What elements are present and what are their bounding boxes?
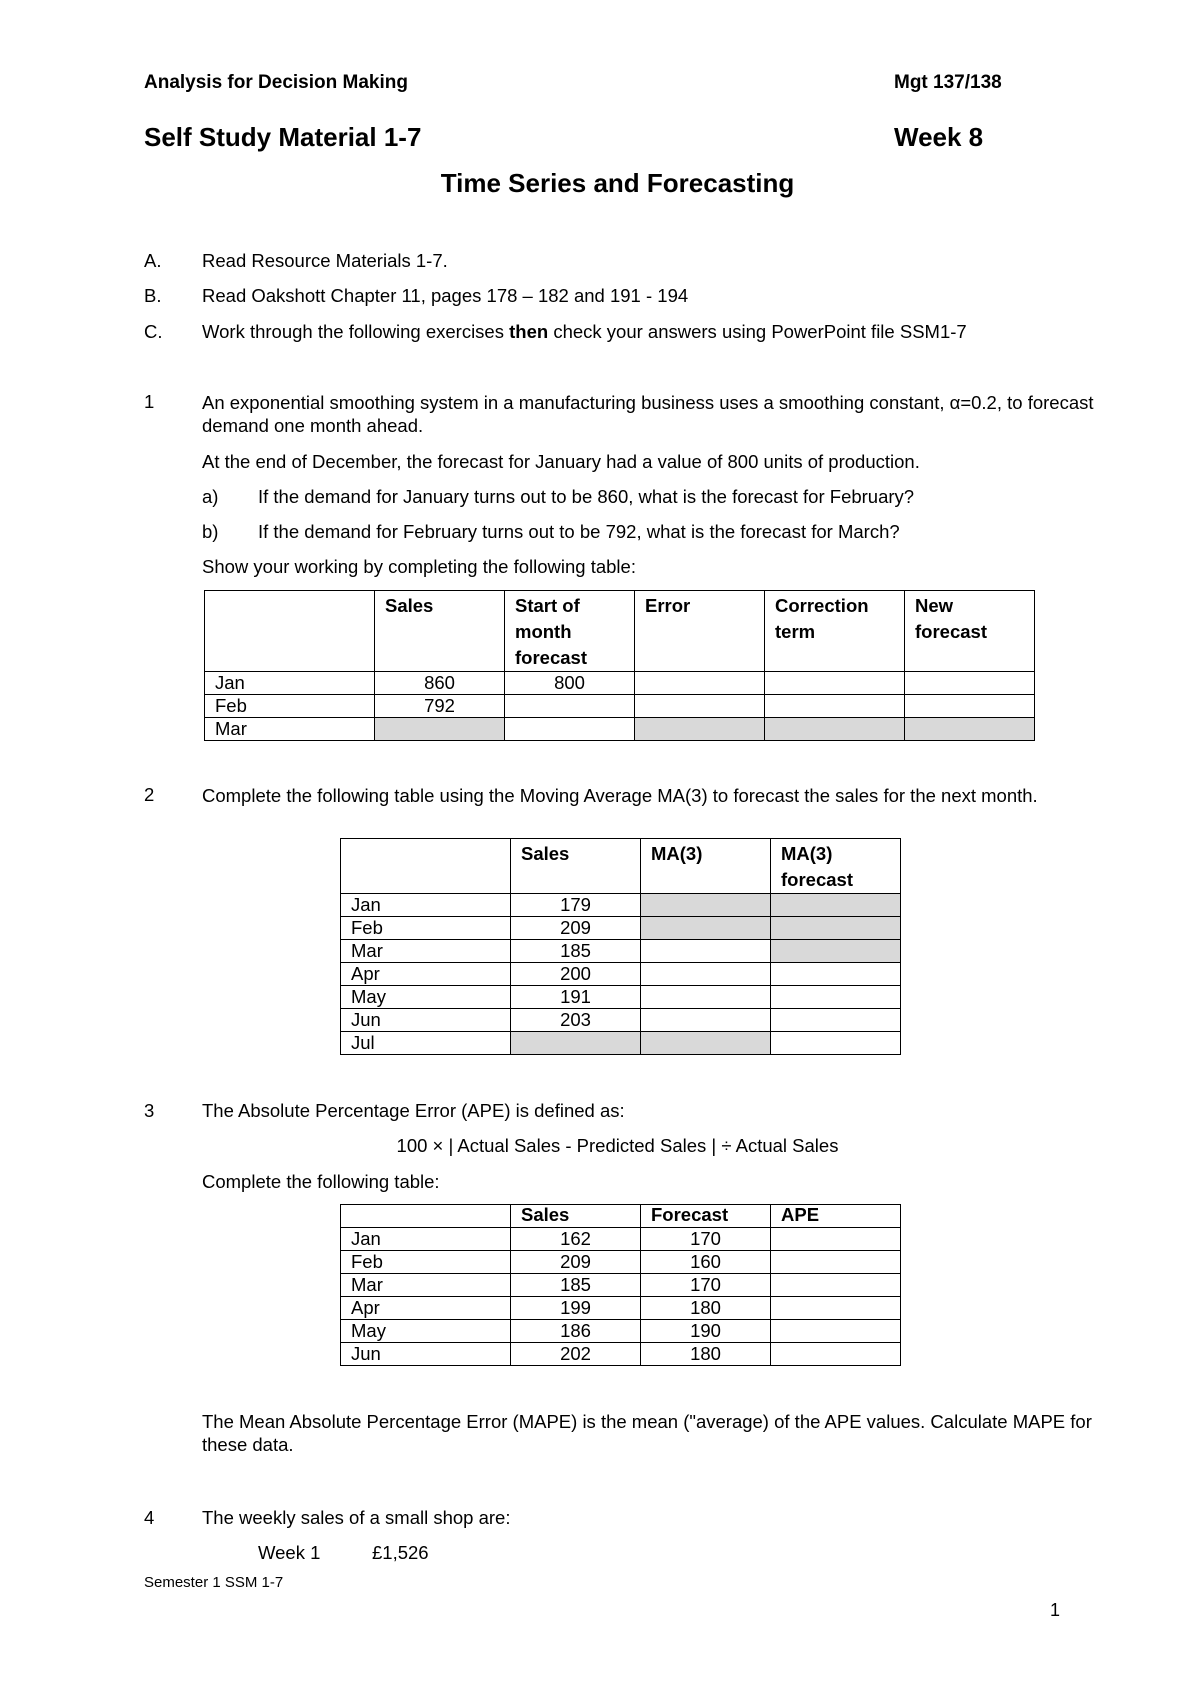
q3-table [340, 1204, 901, 1366]
correction-cell [765, 695, 905, 718]
instruction-a-marker: A. [144, 250, 162, 271]
forecast-cell: 190 [641, 1320, 771, 1343]
sales-cell: 209 [511, 1251, 641, 1274]
forecast-cell: 170 [641, 1228, 771, 1251]
header-forecast: Forecast [641, 1205, 771, 1228]
ape-formula: 100 × | Actual Sales - Predicted Sales | ÷ Actual Sales [396, 1135, 839, 1156]
page-title: Time Series and Forecasting [440, 168, 795, 198]
month-cell: Feb [205, 695, 375, 718]
month-cell: Jan [341, 1228, 511, 1251]
sales-cell: 860 [375, 672, 505, 695]
ape-cell [771, 1320, 901, 1343]
start-forecast-cell: 800 [505, 672, 635, 695]
header-sales: Sales [511, 1205, 641, 1228]
sales-cell: 186 [511, 1320, 641, 1343]
q4-number: 4 [144, 1507, 155, 1528]
month-cell: Jun [341, 1009, 511, 1032]
q1-part-b: If the demand for February turns out to be 792, what is the forecast for March? [258, 521, 900, 542]
sales-cell: 203 [511, 1009, 641, 1032]
table-row [205, 695, 1035, 718]
month-cell: Mar [341, 1274, 511, 1297]
header-sales: Sales [511, 839, 641, 894]
sales-cell: 185 [511, 1274, 641, 1297]
month-cell: Feb [341, 917, 511, 940]
table-row [341, 1343, 901, 1366]
table-row [341, 986, 901, 1009]
table-row [341, 894, 901, 917]
q1-part-a-marker: a) [202, 486, 219, 507]
ape-cell [771, 1228, 901, 1251]
table-row [341, 1297, 901, 1320]
sales-cell: 162 [511, 1228, 641, 1251]
month-cell: Jun [341, 1343, 511, 1366]
week-1-label: Week 1 [258, 1542, 321, 1563]
ma3-forecast-cell [771, 986, 901, 1009]
sales-cell: 792 [375, 695, 505, 718]
error-cell [635, 695, 765, 718]
q2-text: Complete the following table using the Moving Average MA(3) to forecast the sales for the next month. [202, 785, 1038, 806]
alpha-symbol: α [949, 392, 961, 413]
header-error: Error [635, 591, 765, 672]
ma3-cell [641, 940, 771, 963]
ma3-cell [641, 1032, 771, 1055]
header-ape: APE [771, 1205, 901, 1228]
start-forecast-cell [505, 695, 635, 718]
start-forecast-cell [505, 718, 635, 741]
month-cell: Apr [341, 963, 511, 986]
header-ma3-forecast: MA(3) forecast [771, 839, 901, 894]
ape-cell [771, 1251, 901, 1274]
page-number: 1 [1050, 1600, 1061, 1620]
ma3-forecast-cell [771, 1009, 901, 1032]
ape-cell [771, 1297, 901, 1320]
table-row [341, 1009, 901, 1032]
q3-text: The Absolute Percentage Error (APE) is defined as: [202, 1100, 625, 1121]
ma3-forecast-cell [771, 917, 901, 940]
sales-cell: 200 [511, 963, 641, 986]
ape-cell [771, 1343, 901, 1366]
header-new-forecast: New forecast [905, 591, 1035, 672]
q2-number: 2 [144, 784, 155, 805]
sales-cell [511, 1032, 641, 1055]
header-start-forecast: Start of month forecast [505, 591, 635, 672]
forecast-cell: 180 [641, 1297, 771, 1320]
month-cell: May [341, 986, 511, 1009]
header-sales: Sales [375, 591, 505, 672]
ma3-forecast-cell [771, 963, 901, 986]
new-forecast-cell [905, 718, 1035, 741]
table-header-row [341, 839, 901, 894]
table-row [341, 1228, 901, 1251]
table-row [341, 1251, 901, 1274]
month-cell: May [341, 1320, 511, 1343]
month-cell: Jul [341, 1032, 511, 1055]
footer-text: Semester 1 SSM 1-7 [144, 1574, 284, 1591]
sales-cell: 185 [511, 940, 641, 963]
ma3-cell [641, 894, 771, 917]
q1-table [204, 590, 1035, 741]
table-row [341, 1320, 901, 1343]
ma3-forecast-cell [771, 940, 901, 963]
header-ma3: MA(3) [641, 839, 771, 894]
ma3-forecast-cell [771, 1032, 901, 1055]
course-title: Analysis for Decision Making [144, 72, 408, 93]
q3-complete: Complete the following table: [202, 1171, 440, 1192]
q1-context: At the end of December, the forecast for January had a value of 800 units of production. [202, 451, 920, 472]
ma3-forecast-cell [771, 894, 901, 917]
table-header-row [341, 1205, 901, 1228]
week-label: Week 8 [894, 122, 984, 152]
header-cell [341, 1205, 511, 1228]
week-1-value: £1,526 [372, 1542, 429, 1563]
header-correction-term: Correction term [765, 591, 905, 672]
error-cell [635, 718, 765, 741]
table-row [205, 672, 1035, 695]
instruction-b-text: Read Oakshott Chapter 11, pages 178 – 182 and 191 - 194 [202, 285, 689, 306]
table-row [341, 940, 901, 963]
sales-cell: 179 [511, 894, 641, 917]
q4-text: The weekly sales of a small shop are: [202, 1507, 511, 1528]
header-cell [205, 591, 375, 672]
month-cell: Feb [341, 1251, 511, 1274]
q1-part-a: If the demand for January turns out to be 860, what is the forecast for February? [258, 486, 915, 507]
q2-table [340, 838, 901, 1055]
correction-cell [765, 718, 905, 741]
q1-number: 1 [144, 391, 155, 412]
table-header-row [205, 591, 1035, 672]
forecast-cell: 180 [641, 1343, 771, 1366]
header-cell [341, 839, 511, 894]
course-code: Mgt 137/138 [894, 72, 1002, 93]
error-cell [635, 672, 765, 695]
month-cell: Jan [205, 672, 375, 695]
q1-show-working: Show your working by completing the following table: [202, 556, 636, 577]
correction-cell [765, 672, 905, 695]
forecast-cell: 160 [641, 1251, 771, 1274]
instruction-c-text: Work through the following exercises then check your answers using PowerPoint file SSM1-7 [202, 321, 967, 342]
ma3-cell [641, 986, 771, 1009]
table-row [205, 718, 1035, 741]
table-row [341, 1274, 901, 1297]
ma3-cell [641, 963, 771, 986]
month-cell: Apr [341, 1297, 511, 1320]
table-row [341, 963, 901, 986]
sales-cell: 209 [511, 917, 641, 940]
instruction-a-text: Read Resource Materials 1-7. [202, 250, 448, 271]
forecast-cell: 170 [641, 1274, 771, 1297]
sales-cell: 202 [511, 1343, 641, 1366]
ma3-cell [641, 1009, 771, 1032]
instruction-b-marker: B. [144, 285, 162, 306]
sales-cell: 199 [511, 1297, 641, 1320]
month-cell: Mar [205, 718, 375, 741]
ape-cell [771, 1274, 901, 1297]
q1-intro: An exponential smoothing system in a manufacturing business uses a smoothing constant, α=0.2, to forecast demand one month ahead. [202, 392, 1094, 436]
instruction-c-marker: C. [144, 321, 163, 342]
table-row [341, 1032, 901, 1055]
q1-part-b-marker: b) [202, 521, 219, 542]
month-cell: Jan [341, 894, 511, 917]
month-cell: Mar [341, 940, 511, 963]
table-row [341, 917, 901, 940]
material-title: Self Study Material 1-7 [144, 122, 422, 152]
mape-text: The Mean Absolute Percentage Error (MAPE) is the mean ("average) of the APE values. Calculate MAPE for these data. [202, 1411, 1092, 1455]
new-forecast-cell [905, 672, 1035, 695]
ma3-cell [641, 917, 771, 940]
sales-cell [375, 718, 505, 741]
sales-cell: 191 [511, 986, 641, 1009]
q3-number: 3 [144, 1100, 155, 1121]
new-forecast-cell [905, 695, 1035, 718]
